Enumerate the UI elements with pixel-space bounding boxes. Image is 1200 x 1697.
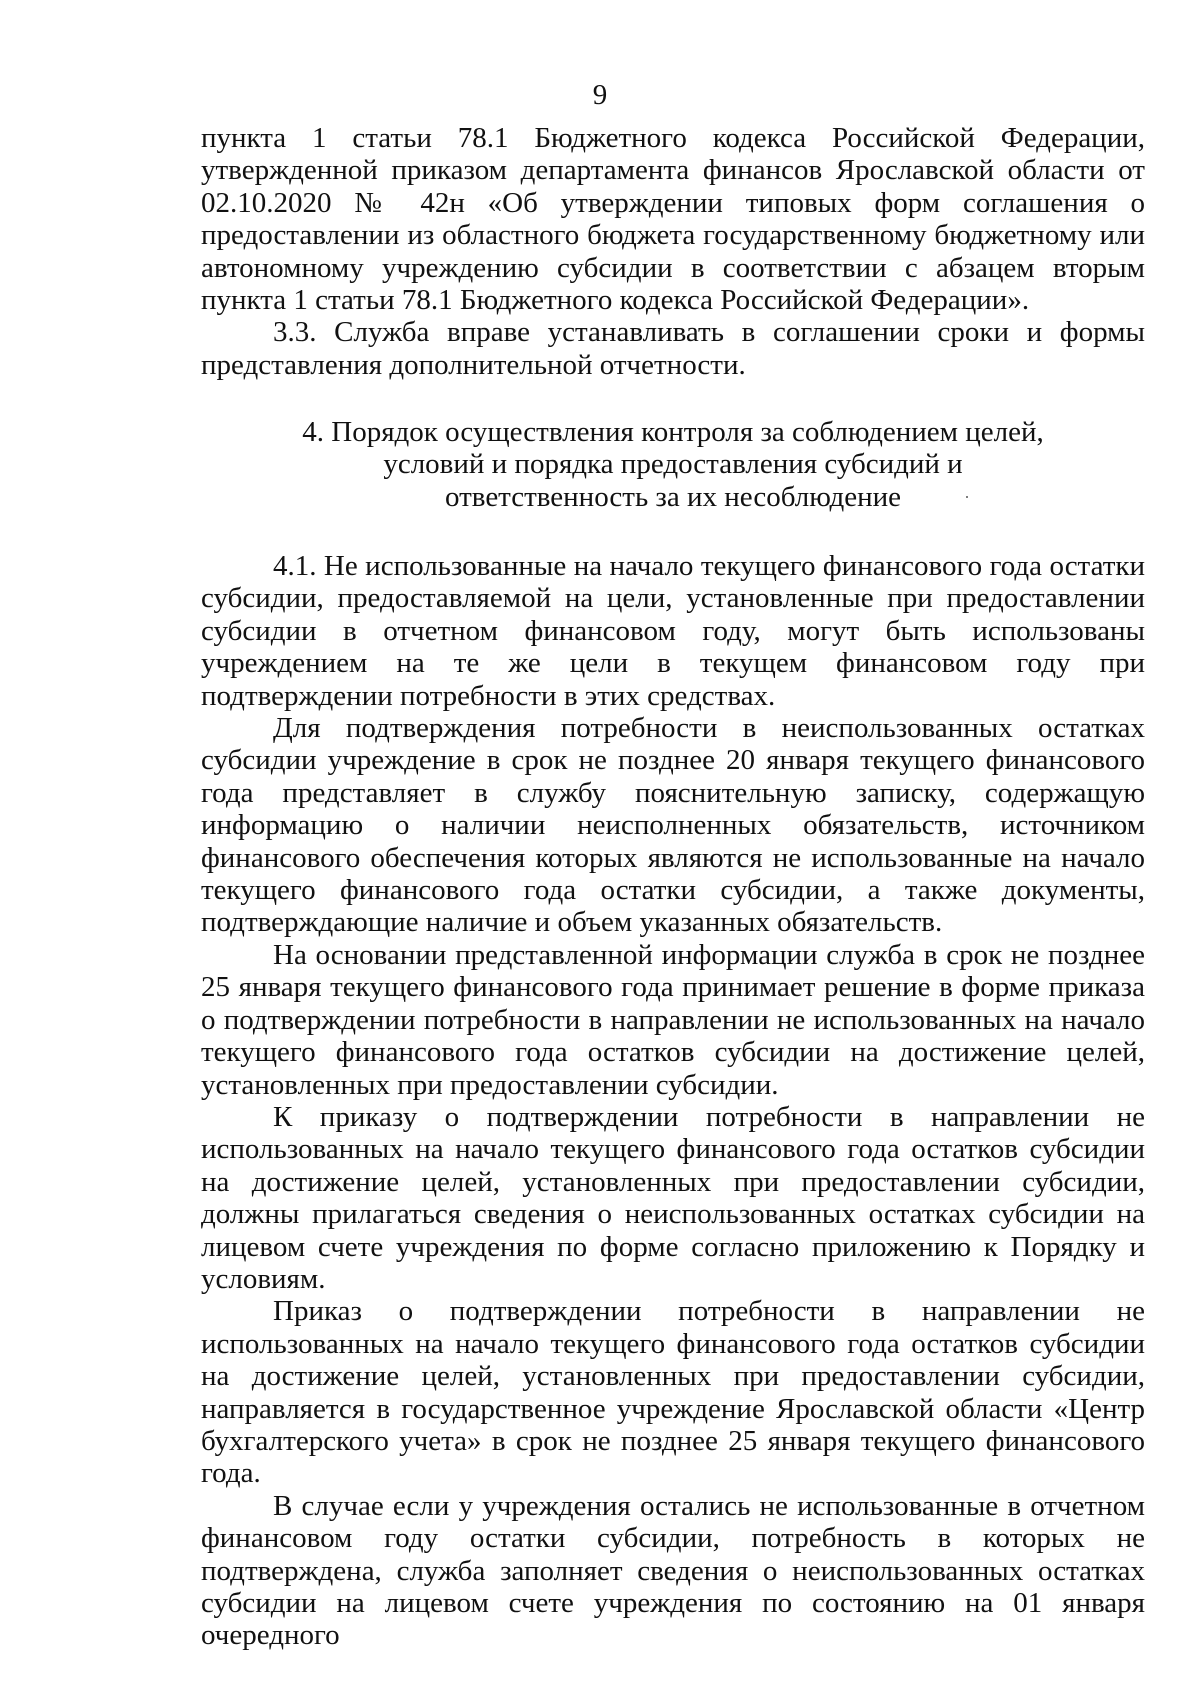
section-4-heading-line-1: 4. Порядок осуществления контроля за соблюдением целей, bbox=[302, 416, 1044, 448]
page-number: 9 bbox=[592, 79, 608, 111]
item-4-1-paragraph: 4.1. Не использованные на начало текущего финансового года остатки субсидии, предоставляемой на цели, установленные при предоставлении субсидии в отчетном финансовом году, могут быть использованы учреждением на те же цели в текущем финансовом году при подтверждении потребности в этих средствах. bbox=[201, 550, 1145, 712]
section-4-heading-line-3: ответственность за их несоблюдение bbox=[445, 480, 901, 513]
scan-speck bbox=[966, 496, 968, 498]
unconfirmed-remainders-paragraph: В случае если у учреждения остались не использованные в отчетном финансовом году остатки субсидии, потребность в которых не подтверждена, служба заполняет сведения о неиспользованных остатках субсидии на лицевом счете учреждения по состоянию на 01 января очередного bbox=[201, 1489, 1145, 1652]
top-text-block bbox=[201, 122, 1145, 381]
confirmation-paragraph: Для подтверждения потребности в неиспользованных остатках субсидии учреждение в срок не позднее 20 января текущего финансового года представляет в службу пояснительную записку, содержащую информацию о наличии неисполненных обязательств, источником финансового обеспечения которых являются не использованные на начало текущего финансового года остатки субсидии, а также документы, подтверждающие наличие и объем указанных обязательств. bbox=[201, 712, 1145, 939]
order-sent-paragraph: Приказ о подтверждении потребности в направлении не использованных на начало текущего финансового года остатков субсидии на достижение целей, установленных при предоставлении субсидии, направляется в государственное учреждение Ярославской области «Центр бухгалтерского учета» в срок не позднее 25 января текущего финансового года. bbox=[201, 1295, 1145, 1490]
section-4-heading bbox=[201, 416, 1145, 513]
attachment-paragraph: К приказу о подтверждении потребности в направлении не использованных на начало текущего финансового года остатков субсидии на достижение целей, установленных при предоставлении субсидии, должны прилагаться сведения о неиспользованных остатках субсидии на лицевом счете учреждения по форме согласно приложению к Порядку и условиям. bbox=[201, 1100, 1145, 1295]
decision-paragraph: На основании представленной информации служба в срок не позднее 25 января текущего финансового года принимает решение в форме приказа о подтверждении потребности в направлении не использованных на начало текущего финансового года остатков субсидии на достижение целей, установленных при предоставлении субсидии. bbox=[201, 938, 1145, 1101]
item-3-3-paragraph: 3.3. Служба вправе устанавливать в соглашении сроки и формы представления дополнительной отчетности. bbox=[201, 316, 1145, 381]
section-4-body bbox=[201, 550, 1145, 1652]
section-4-heading-line-2: условий и порядка предоставления субсидий и bbox=[383, 448, 963, 481]
intro-paragraph: пункта 1 статьи 78.1 Бюджетного кодекса Российской Федерации, утвержденной приказом департамента финансов Ярославской области от 02.10.2020 № 42н «Об утверждении типовых форм соглашения о предоставлении из областного бюджета государственному бюджетному или автономному учреждению субсидии в соответствии с абзацем вторым пункта 1 статьи 78.1 Бюджетного кодекса Российской Федерации». bbox=[201, 122, 1145, 317]
